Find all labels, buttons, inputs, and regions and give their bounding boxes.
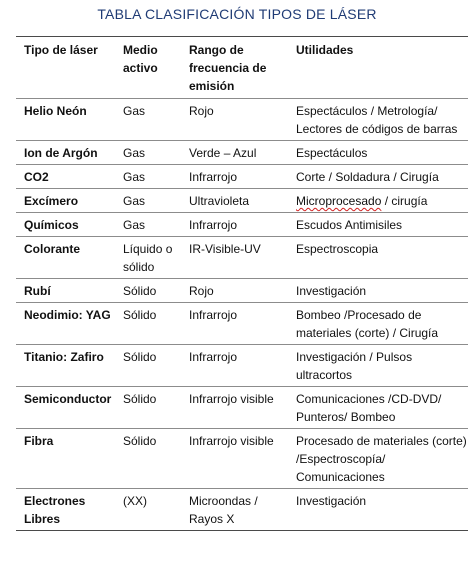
table-row	[16, 303, 468, 345]
header-uses: Utilidades	[288, 37, 468, 99]
active-medium-cell: Gas	[115, 141, 181, 165]
table-row	[16, 345, 468, 387]
uses-cell: Corte / Soldadura / Cirugía	[288, 165, 468, 189]
laser-type-cell: Helio Neón	[16, 99, 115, 141]
emission-range-cell: Infrarrojo visible	[181, 429, 288, 489]
table-row	[16, 99, 468, 141]
laser-type-cell: Semiconductor	[16, 387, 115, 429]
active-medium-cell: Gas	[115, 213, 181, 237]
laser-type-cell: Rubí	[16, 279, 115, 303]
spellcheck-flagged-word[interactable]: Microprocesado	[296, 194, 382, 208]
table-row	[16, 387, 468, 429]
emission-range-cell: Microondas / Rayos X	[181, 489, 288, 531]
laser-type-cell: Titanio: Zafiro	[16, 345, 115, 387]
laser-type-cell: Excímero	[16, 189, 115, 213]
table-row	[16, 429, 468, 489]
active-medium-cell: (XX)	[115, 489, 181, 531]
active-medium-cell: Gas	[115, 189, 181, 213]
active-medium-cell: Sólido	[115, 429, 181, 489]
uses-cell: Investigación / Pulsos ultracortos	[288, 345, 468, 387]
uses-cell	[288, 189, 468, 213]
table-header-row	[16, 37, 468, 99]
laser-type-cell: Químicos	[16, 213, 115, 237]
laser-type-cell: Neodimio: YAG	[16, 303, 115, 345]
active-medium-cell: Sólido	[115, 345, 181, 387]
uses-cell: Investigación	[288, 489, 468, 531]
emission-range-cell: Infrarrojo	[181, 213, 288, 237]
active-medium-cell: Líquido o sólido	[115, 237, 181, 279]
active-medium-cell: Sólido	[115, 279, 181, 303]
emission-range-cell: Infrarrojo visible	[181, 387, 288, 429]
active-medium-cell: Gas	[115, 165, 181, 189]
table-row	[16, 279, 468, 303]
uses-cell: Espectáculos / Metrología/ Lectores de códigos de barras	[288, 99, 468, 141]
table-title: TABLA CLASIFICACIÓN TIPOS DE LÁSER	[97, 6, 377, 22]
emission-range-cell: IR-Visible-UV	[181, 237, 288, 279]
laser-type-cell: Electrones Libres	[16, 489, 115, 531]
emission-range-cell: Ultravioleta	[181, 189, 288, 213]
table-row	[16, 189, 468, 213]
table-row	[16, 165, 468, 189]
laser-type-cell: CO2	[16, 165, 115, 189]
emission-range-cell: Infrarrojo	[181, 345, 288, 387]
uses-cell: Investigación	[288, 279, 468, 303]
active-medium-cell: Gas	[115, 99, 181, 141]
table-row	[16, 237, 468, 279]
emission-range-cell: Verde – Azul	[181, 141, 288, 165]
laser-classification-table	[16, 36, 468, 531]
table-row	[16, 141, 468, 165]
table-row	[16, 489, 468, 531]
header-emission-range: Rango de frecuencia de emisión	[181, 37, 288, 99]
laser-type-cell: Fibra	[16, 429, 115, 489]
uses-cell: Escudos Antimisiles	[288, 213, 468, 237]
emission-range-cell: Infrarrojo	[181, 165, 288, 189]
uses-cell: Espectáculos	[288, 141, 468, 165]
header-laser-type: Tipo de láser	[16, 37, 115, 99]
uses-text-rest: / cirugía	[381, 194, 428, 208]
emission-range-cell: Rojo	[181, 99, 288, 141]
uses-cell: Bombeo /Procesado de materiales (corte) / Cirugía	[288, 303, 468, 345]
laser-type-cell: Colorante	[16, 237, 115, 279]
uses-cell: Espectroscopia	[288, 237, 468, 279]
uses-cell: Comunicaciones /CD-DVD/ Punteros/ Bombeo	[288, 387, 468, 429]
table-row	[16, 213, 468, 237]
active-medium-cell: Sólido	[115, 387, 181, 429]
emission-range-cell: Infrarrojo	[181, 303, 288, 345]
uses-cell: Procesado de materiales (corte) /Espectroscopía/ Comunicaciones	[288, 429, 468, 489]
emission-range-cell: Rojo	[181, 279, 288, 303]
laser-type-cell: Ion de Argón	[16, 141, 115, 165]
active-medium-cell: Sólido	[115, 303, 181, 345]
header-active-medium: Medio activo	[115, 37, 181, 99]
